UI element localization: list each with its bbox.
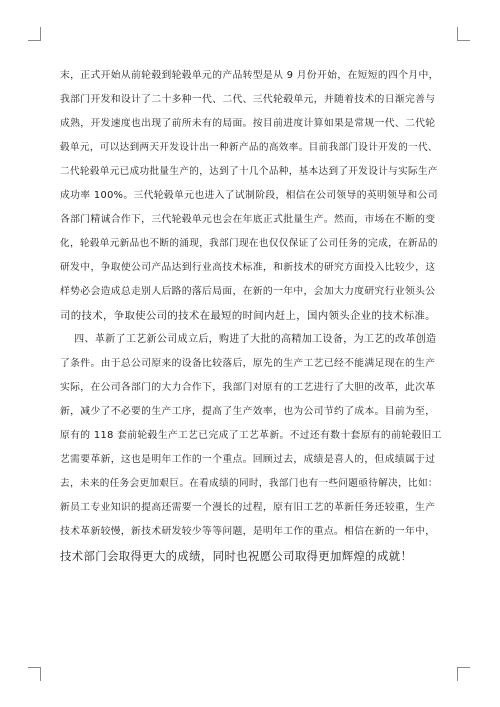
crop-mark-bottom-right xyxy=(457,667,470,681)
text-line: 样势必会造成总走别人后路的落后局面，在新的一年中，会加大力度研究行业领头公 xyxy=(60,286,436,297)
document-body xyxy=(60,64,442,568)
text-line: 研发中，争取使公司产品达到行业高技术标准，和新技术的研究方面投入比较少，这 xyxy=(60,262,436,273)
text-line: 我部门开发和设计了二十多种一代、二代、三代轮毂单元，并随着技术的日渐完善与 xyxy=(60,94,436,105)
text-line: 了条件。由于总公司原来的设备比较落后，原先的生产工艺已经不能满足现在的生产 xyxy=(60,358,436,369)
text-line: 四、革新了工艺新公司成立后，购进了大批的高精加工设备，为工艺的改革创造 xyxy=(60,334,437,345)
text-line: 各部门精诚合作下，三代轮毂单元也会在年底正式批量生产。然而，市场在不断的变 xyxy=(60,214,436,225)
text-line: 化，轮毂单元新品也不断的涌现，我部门现在也仅仅保证了公司任务的完成，在新品的 xyxy=(60,238,438,249)
text-line: 技术革新较慢，新技术研发较少等等问题，是明年工作的重点。相信在新的一年中， xyxy=(60,526,436,537)
text-line: 二代轮毂单元已成功批量生产的，达到了十几个品种，基本达到了开发设计与实际生产 xyxy=(60,166,438,177)
crop-mark-top-right xyxy=(457,27,470,41)
text-line: 原有的 118 套前轮毂生产工艺已完成了工艺革新。不过还有数十套原有的前轮毂旧工 xyxy=(60,430,442,441)
text-line: 末，正式开始从前轮毂到轮毂单元的产品转型是从 9 月份开始，在短短的四个月中， xyxy=(60,70,439,81)
text-line: 新，减少了不必要的生产工序，提高了生产效率，也为公司节约了成本。目前为至， xyxy=(60,406,436,417)
crop-mark-top-left xyxy=(28,27,41,41)
text-line: 成功率 100%。三代轮毂单元也进入了试制阶段，相信在公司领导的英明领导和公司 xyxy=(60,190,438,201)
text-line: 艺需要革新，这也是明年工作的一个重点。回顾过去，成绩是喜人的，但成绩属于过 xyxy=(60,454,436,465)
text-line: 司的技术，争取使公司的技术在最短的时间内赶上，国内领头企业的技术标准。 xyxy=(60,310,436,322)
text-line: 毂单元，可以达到两天开发设计出一种新产品的高效率。目前我部门设计开发的一代、 xyxy=(60,142,438,153)
text-line: 新员工专业知识的提高还需要一个漫长的过程，原有旧工艺的革新任务还较重，生产 xyxy=(60,502,436,513)
text-line: 成熟，开发速度也出现了前所未有的局面。按目前进度计算如果是常规一代、二代轮 xyxy=(60,118,436,129)
text-line: 实际，在公司各部门的大力合作下，我部门对原有的工艺进行了大胆的改革，此次革 xyxy=(60,382,436,393)
crop-mark-bottom-left xyxy=(28,667,41,681)
text-line: 技术部门会取得更大的成绩，同时也祝愿公司取得更加辉煌的成就！ xyxy=(60,549,413,563)
text-line: 去，未来的任务会更加艰巨。在看成绩的同时，我部门也有一些问题亟待解决，比如： xyxy=(60,478,438,489)
